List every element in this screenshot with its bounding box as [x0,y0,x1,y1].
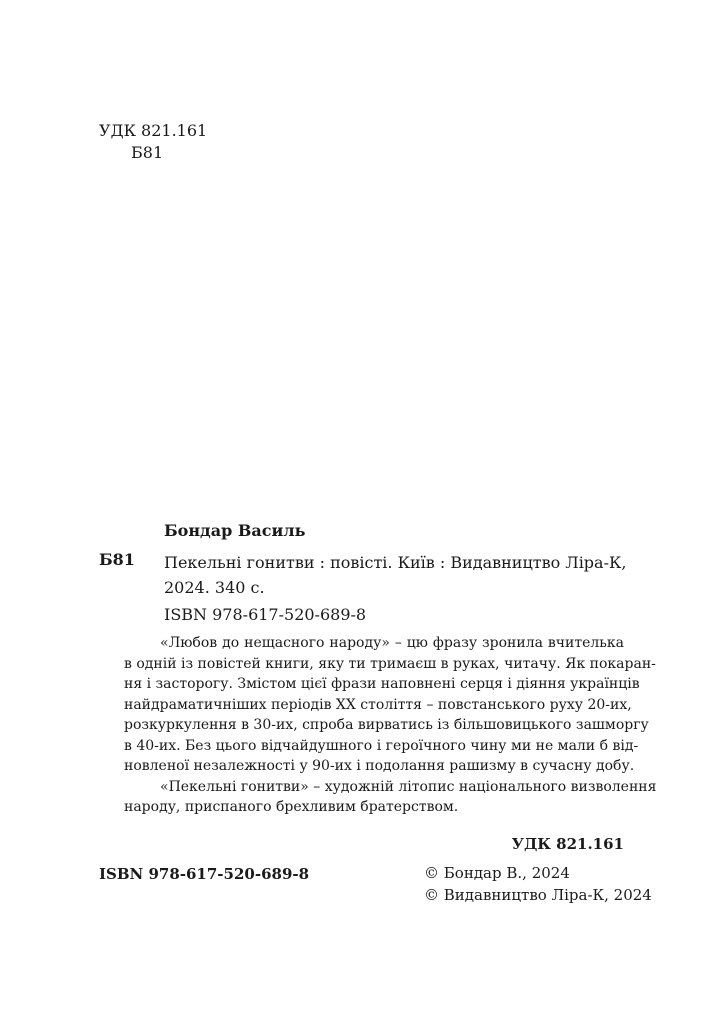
annotation-line: найдраматичніших періодів ХХ століття – повстанського руху 20-их, [124,696,632,713]
udk-code-top: УДК 821.161 [99,121,208,140]
author-name: Бондар Василь [164,521,306,540]
annotation-line: «Любов до нещасного народу» – цю фразу зронила вчителька [160,635,624,651]
annotation-line: ня і засторогу. Змістом цієї фрази наповнені серця і діяння українців [124,676,640,692]
annotation-line: в 40-их. Без цього відчайдушного і героїчного чину ми не мали б від- [124,737,639,754]
annotation-line: «Пекельні гонитви» – художній літопис національного визволення [160,778,657,795]
annotation-line: новленої незалежності у 90-их і подолання рашизму в сучасну добу. [124,758,635,774]
isbn-bottom: ISBN 978-617-520-689-8 [99,865,310,883]
copyright-block [424,862,652,906]
bibliographic-description [164,550,626,627]
annotation-line: народу, приспаного брехливим братерством. [124,799,459,815]
bibliographic-year-pages: 2024. 340 с. [164,578,265,597]
copyright-author: © Бондар В., 2024 [424,864,570,882]
annotation-line: розкуркулення в 30-их, спроба вирватись із більшовицького зашморгу [124,717,649,733]
copyright-publisher: © Видавництво Ліра-К, 2024 [424,886,652,904]
author-sign-code: Б81 [99,550,135,569]
bibliographic-isbn: ISBN 978-617-520-689-8 [164,605,367,624]
bibliographic-title-line: Пекельні гонитви : повісті. Київ : Видавництво Ліра-К, [164,553,627,572]
bbk-code-top: Б81 [131,143,164,162]
udk-code-bottom: УДК 821.161 [511,835,624,853]
annotation [124,633,657,818]
annotation-line: в одній із повістей книги, яку ти тримаєш в руках, читачу. Як покаран- [124,655,656,672]
